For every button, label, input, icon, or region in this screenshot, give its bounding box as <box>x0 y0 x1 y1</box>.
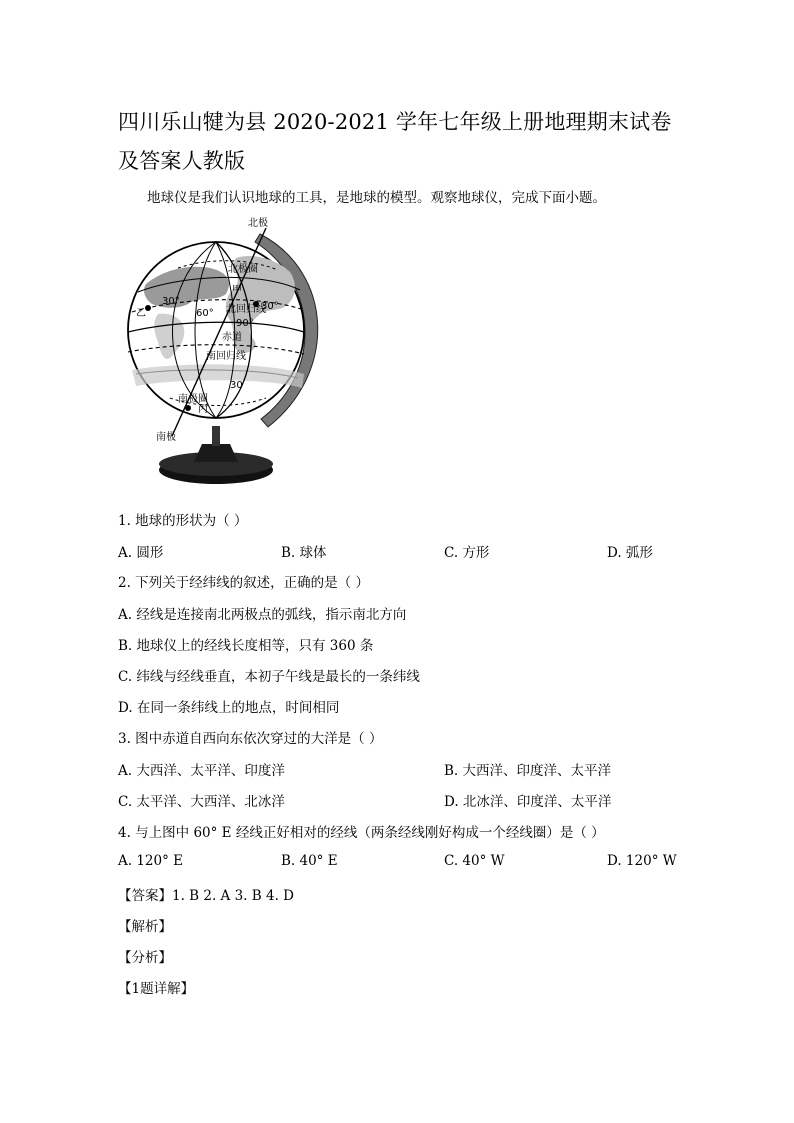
analysis-heading: 【解析】 <box>118 919 172 935</box>
question-1-option-b[interactable]: B. 球体 <box>281 545 327 561</box>
page-title-line2: 及答案人教版 <box>118 149 246 173</box>
answer-line: 【答案】1. B 2. A 3. B 4. D <box>118 888 294 904</box>
north-pole-label: 北极 <box>248 218 268 229</box>
tropic-capricorn-label: 南回归线 <box>206 351 246 362</box>
question-3-option-b[interactable]: B. 大西洋、印度洋、太平洋 <box>444 763 612 779</box>
arctic-circle-label: 北极圈 <box>228 264 258 275</box>
point-c-label: 丙 <box>198 404 208 415</box>
deg-30-left-label: 30° <box>162 296 180 307</box>
question-4-option-a[interactable]: A. 120° E <box>118 853 183 869</box>
question-2-option-c[interactable]: C. 纬线与经线垂直，本初子午线是最长的一条纬线 <box>118 669 420 685</box>
question-2-option-d[interactable]: D. 在同一条纬线上的地点，时间相同 <box>118 700 340 716</box>
point-a-label: 甲 <box>232 285 242 296</box>
deg-30-right-label: 30° <box>261 301 279 312</box>
intro-text: 地球仪是我们认识地球的工具，是地球的模型。观察地球仪，完成下面小题。 <box>147 190 606 206</box>
antarctic-circle-label: 南极圈 <box>178 394 208 405</box>
page-title-line1: 四川乐山犍为县 2020-2021 学年七年级上册地理期末试卷 <box>118 110 672 134</box>
question-3-stem: 3. 图中赤道自西向东依次穿过的大洋是（ ） <box>118 731 383 747</box>
equator-label: 赤道 <box>222 332 242 343</box>
globe-figure <box>118 212 334 492</box>
question-4-option-b[interactable]: B. 40° E <box>281 853 338 869</box>
question-2-stem: 2. 下列关于经纬线的叙述，正确的是（ ） <box>118 575 369 591</box>
globe-illustration <box>118 212 334 492</box>
question-4-option-d[interactable]: D. 120° W <box>607 853 677 869</box>
detail-1-heading: 【1题详解】 <box>118 981 195 997</box>
deg-90-label: 90° <box>236 318 254 329</box>
point-b-label: 乙 <box>136 308 146 319</box>
question-3-option-a[interactable]: A. 大西洋、太平洋、印度洋 <box>118 763 285 779</box>
question-1-stem: 1. 地球的形状为（ ） <box>118 513 248 529</box>
question-3-option-d[interactable]: D. 北冰洋、印度洋、太平洋 <box>444 794 612 810</box>
deg-30-bottom-label: 30 <box>230 380 243 391</box>
question-3-option-c[interactable]: C. 太平洋、大西洋、北冰洋 <box>118 794 285 810</box>
question-2-option-b[interactable]: B. 地球仪上的经线长度相等，只有 360 条 <box>118 638 374 654</box>
deg-60-label: 60° <box>196 308 214 319</box>
fenxi-heading: 【分析】 <box>118 950 172 966</box>
south-pole-label: 南极 <box>156 432 176 443</box>
question-1-option-a[interactable]: A. 圆形 <box>118 545 164 561</box>
question-4-option-c[interactable]: C. 40° W <box>444 853 505 869</box>
question-1-option-d[interactable]: D. 弧形 <box>607 545 653 561</box>
question-2-option-a[interactable]: A. 经线是连接南北两极点的弧线，指示南北方向 <box>118 607 407 623</box>
question-1-option-c[interactable]: C. 方形 <box>444 545 490 561</box>
tropic-cancer-label: 北回归线 <box>226 304 266 315</box>
question-4-stem: 4. 与上图中 60° E 经线正好相对的经线（两条经线刚好构成一个经线圈）是（ ） <box>118 825 605 841</box>
